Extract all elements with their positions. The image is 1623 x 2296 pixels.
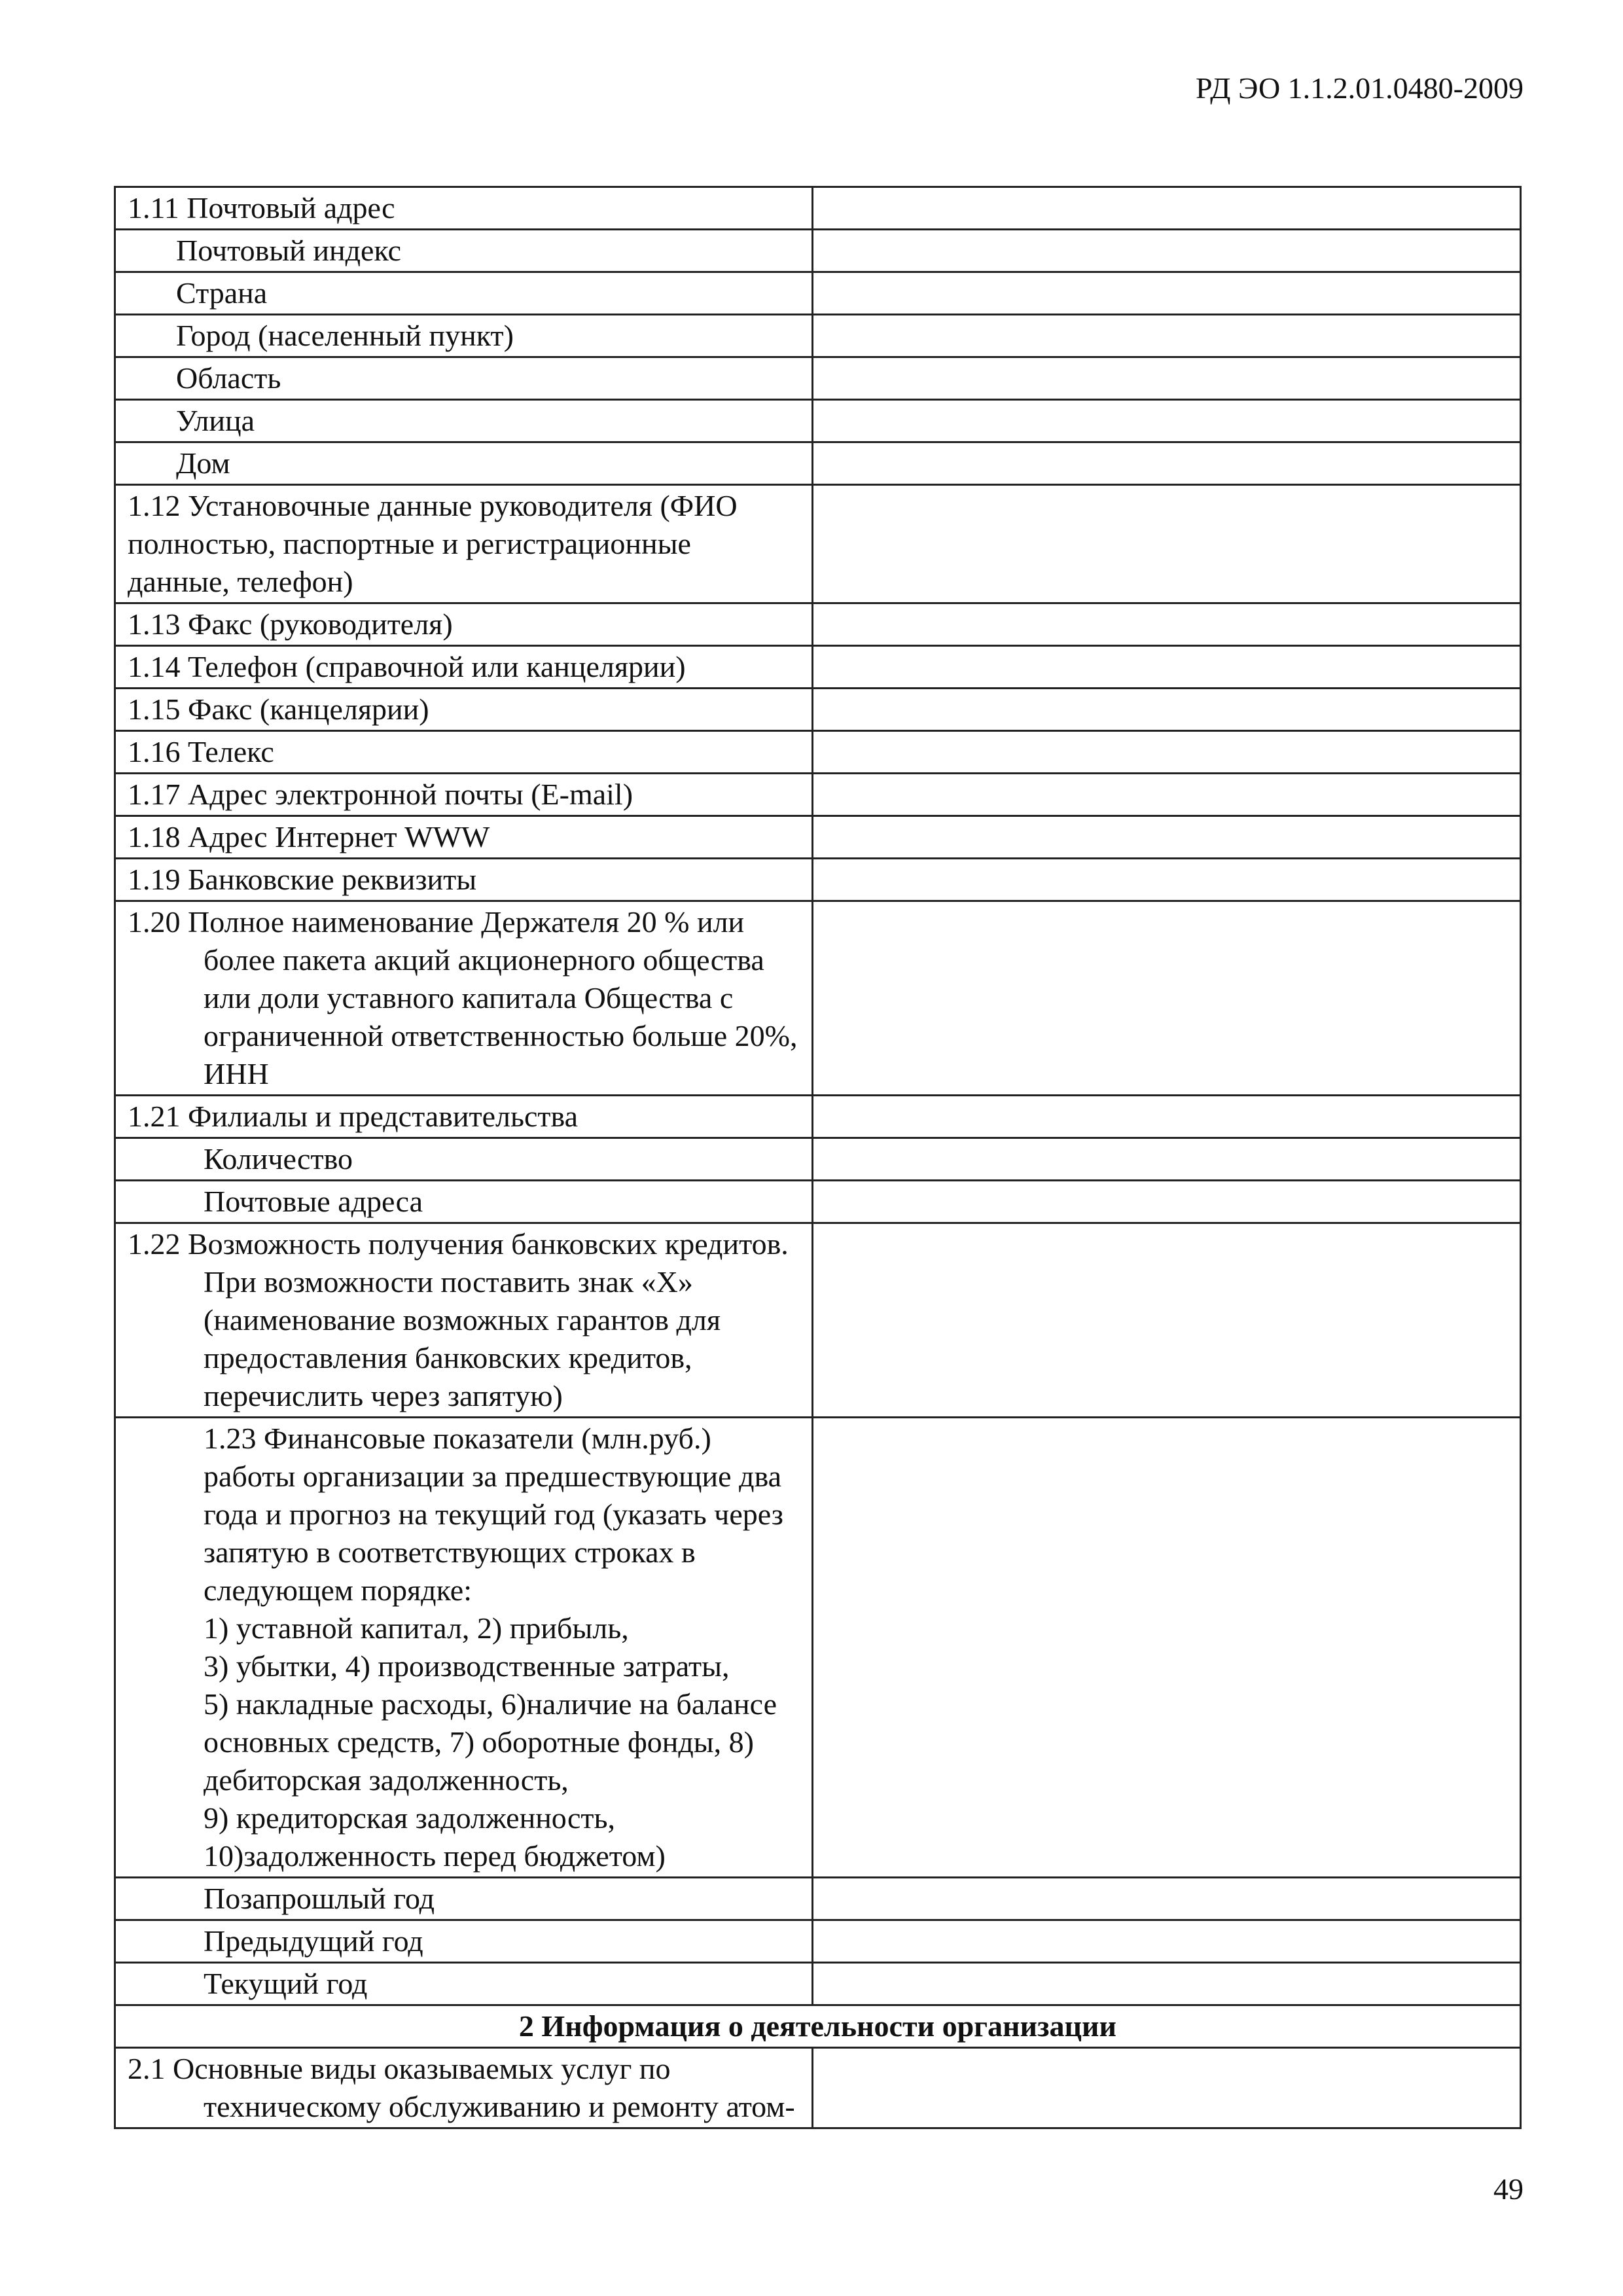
questionnaire-table bbox=[114, 186, 1522, 2129]
field-label: 1.16 Телекс bbox=[115, 731, 813, 774]
field-value-cell[interactable] bbox=[813, 2048, 1521, 2128]
field-label: Почтовый индекс bbox=[115, 230, 813, 272]
field-label: 1.20 Полное наименование Держателя 20 % или более пакета акций акционерного общества или доли уставного капитала Общества с ограниченной ответственностью больше 20%, ИНН bbox=[115, 901, 813, 1096]
table-row bbox=[115, 442, 1521, 485]
field-label: 1.22 Возможность получения банковских кредитов. bbox=[128, 1227, 789, 1261]
table-row bbox=[115, 1096, 1521, 1138]
field-label: Область bbox=[115, 357, 813, 400]
field-note-line: 9) кредиторская задолженность, bbox=[204, 1801, 615, 1835]
field-note-line: 5) накладные расходы, 6)наличие на балансе основных средств, 7) оборотные фонды, 8) дебиторская задолженность, bbox=[204, 1687, 777, 1797]
field-value-cell[interactable] bbox=[813, 1418, 1521, 1878]
table-row bbox=[115, 1878, 1521, 1920]
field-value-cell[interactable] bbox=[813, 400, 1521, 442]
table-row bbox=[115, 689, 1521, 731]
field-label: 1.12 Установочные данные руководителя (ФИО полностью, паспортные и регистрационные данные, телефон) bbox=[115, 485, 813, 603]
table-row bbox=[115, 1418, 1521, 1878]
table-row bbox=[115, 315, 1521, 357]
field-value-cell[interactable] bbox=[813, 731, 1521, 774]
field-value-cell[interactable] bbox=[813, 442, 1521, 485]
field-label-group bbox=[115, 1418, 813, 1878]
field-label: 1.17 Адрес электронной почты (E-mail) bbox=[115, 774, 813, 816]
table-row bbox=[115, 859, 1521, 901]
field-note-line: 10)задолженность перед бюджетом) bbox=[204, 1839, 666, 1873]
document-code: РД ЭО 1.1.2.01.0480-2009 bbox=[1196, 71, 1524, 105]
page-number: 49 bbox=[1493, 2172, 1524, 2206]
field-value-cell[interactable] bbox=[813, 603, 1521, 646]
table-row bbox=[115, 272, 1521, 315]
field-value-cell[interactable] bbox=[813, 315, 1521, 357]
field-label: 1.11 Почтовый адрес bbox=[115, 187, 813, 230]
field-value-cell[interactable] bbox=[813, 689, 1521, 731]
field-label: Улица bbox=[115, 400, 813, 442]
field-value-cell[interactable] bbox=[813, 230, 1521, 272]
table-row bbox=[115, 187, 1521, 230]
field-label: Дом bbox=[115, 442, 813, 485]
table-row bbox=[115, 485, 1521, 603]
section-title: 2 Информация о деятельности организации bbox=[115, 2005, 1521, 2048]
field-value-cell[interactable] bbox=[813, 859, 1521, 901]
field-label-group bbox=[115, 1223, 813, 1418]
field-label: 1.23 Финансовые показатели (млн.руб.) работы организации за предшествующие два года и прогноз на текущий год (указать через запятую в соответствующих строках в следующем порядке: bbox=[204, 1422, 783, 1607]
field-label: 2.1 Основные виды оказываемых услуг по техническому обслуживанию и ремонту атом- bbox=[115, 2048, 813, 2128]
table-row bbox=[115, 731, 1521, 774]
field-note-line: 3) убытки, 4) производственные затраты, bbox=[204, 1649, 730, 1683]
field-label: Предыдущий год bbox=[115, 1920, 813, 1963]
field-label: 1.18 Адрес Интернет WWW bbox=[115, 816, 813, 859]
field-value-cell[interactable] bbox=[813, 1920, 1521, 1963]
table-row bbox=[115, 1223, 1521, 1418]
table-row bbox=[115, 646, 1521, 689]
field-label: Страна bbox=[115, 272, 813, 315]
field-value-cell[interactable] bbox=[813, 1096, 1521, 1138]
field-note: При возможности поставить знак «X» (наименование возможных гарантов для предоставления банковских кредитов, перечислить через запятую) bbox=[204, 1265, 721, 1412]
field-value-cell[interactable] bbox=[813, 1223, 1521, 1418]
field-label: 1.21 Филиалы и представительства bbox=[115, 1096, 813, 1138]
field-value-cell[interactable] bbox=[813, 1181, 1521, 1223]
field-label: 1.14 Телефон (справочной или канцелярии) bbox=[115, 646, 813, 689]
table-row bbox=[115, 816, 1521, 859]
table-row bbox=[115, 1920, 1521, 1963]
field-label: Город (населенный пункт) bbox=[115, 315, 813, 357]
field-value-cell[interactable] bbox=[813, 901, 1521, 1096]
field-value-cell[interactable] bbox=[813, 1878, 1521, 1920]
field-value-cell[interactable] bbox=[813, 1138, 1521, 1181]
field-label: Количество bbox=[115, 1138, 813, 1181]
table-row bbox=[115, 400, 1521, 442]
field-label: Почтовые адреса bbox=[115, 1181, 813, 1223]
table-row bbox=[115, 230, 1521, 272]
field-label: 1.19 Банковские реквизиты bbox=[115, 859, 813, 901]
field-label: Позапрошлый год bbox=[115, 1878, 813, 1920]
field-value-cell[interactable] bbox=[813, 485, 1521, 603]
field-value-cell[interactable] bbox=[813, 187, 1521, 230]
field-value-cell[interactable] bbox=[813, 816, 1521, 859]
field-value-cell[interactable] bbox=[813, 357, 1521, 400]
table-row bbox=[115, 357, 1521, 400]
table-row bbox=[115, 603, 1521, 646]
field-value-cell[interactable] bbox=[813, 1963, 1521, 2005]
field-value-cell[interactable] bbox=[813, 272, 1521, 315]
field-label: 1.15 Факс (канцелярии) bbox=[115, 689, 813, 731]
table-row bbox=[115, 1181, 1521, 1223]
table-row bbox=[115, 1963, 1521, 2005]
field-value-cell[interactable] bbox=[813, 774, 1521, 816]
table-row bbox=[115, 774, 1521, 816]
field-value-cell[interactable] bbox=[813, 646, 1521, 689]
section-heading-row bbox=[115, 2005, 1521, 2048]
field-label: 1.13 Факс (руководителя) bbox=[115, 603, 813, 646]
table-row bbox=[115, 901, 1521, 1096]
field-note-line: 1) уставной капитал, 2) прибыль, bbox=[204, 1611, 629, 1645]
table-row bbox=[115, 2048, 1521, 2128]
table-row bbox=[115, 1138, 1521, 1181]
field-label: Текущий год bbox=[115, 1963, 813, 2005]
